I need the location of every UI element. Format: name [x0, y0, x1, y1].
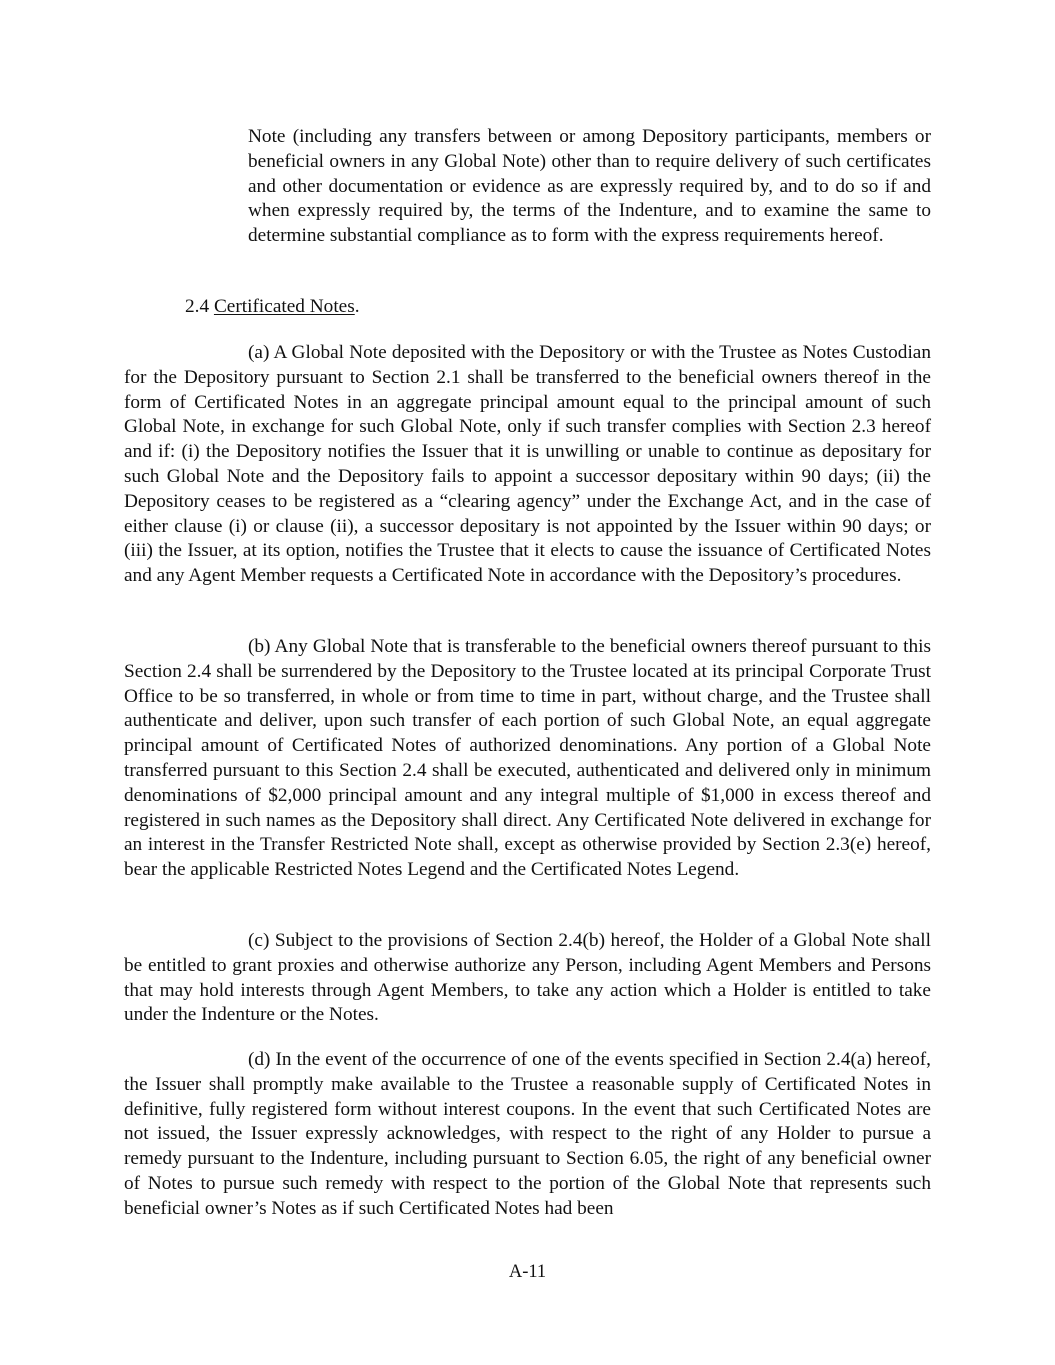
section-title: Certificated Notes — [213, 296, 355, 317]
paragraph-c: (c) Subject to the provisions of Section 2.4(b) hereof, the Holder of a Global Note shall be entitled to grant proxies and otherwise authorize any Person, including Agent Members and Persons that may hold interests through Agent Members, to take any action which a Holder is entitled to take under the Indenture or the Notes. — [124, 930, 931, 1026]
continuation-paragraph: Note (including any transfers between or among Depository participants, members or beneficial owners in any Global Note) other than to require delivery of such certificates and other documentation or evidence as are expressly required by, and to do so if and when expressly required by, the terms of the Indenture, and to examine the same to determine substantial compliance as to form with the express requirements hereof. — [248, 126, 931, 247]
page-number: A-11 — [508, 1262, 547, 1282]
paragraph-d: (d) In the event of the occurrence of one of the events specified in Section 2.4(a) hereof, the Issuer shall promptly make available to the Trustee a reasonable supply of Certificated Notes in definitive, fully registered form without interest coupons. In the event that such Certificated Notes are not issued, the Issuer expressly acknowledges, with respect to the right of any Holder to pursue a remedy pursuant to the Indenture, including pursuant to Section 6.05, the right of any beneficial owner of Notes to pursue such remedy with respect to the portion of the Global Note that represents such beneficial owner’s Notes as if such Certificated Notes had been — [124, 1049, 931, 1219]
section-title-punctuation: . — [354, 296, 360, 317]
paragraph-b: (b) Any Global Note that is transferable to the beneficial owners thereof pursuant to this Section 2.4 shall be surrendered by the Depository to the Trustee located at its principal Corporate Trust Office to be so transferred, in whole or from time to time in part, without charge, and the Trustee shall authenticate and deliver, upon such transfer of each portion of such Global Note, an equal aggregate principal amount of Certificated Notes of authorized denominations. Any portion of a Global Note transferred pursuant to this Section 2.4 shall be executed, authenticated and delivered only in minimum denominations of $2,000 principal amount and any integral multiple of $1,000 in excess thereof and registered in such names as the Depository shall direct. Any Certificated Note delivered in exchange for an interest in the Transfer Restricted Note shall, except as otherwise provided by Section 2.3(e) hereof, bear the applicable Restricted Notes Legend and the Certificated Notes Legend. — [124, 636, 931, 881]
section-number: 2.4 — [185, 296, 210, 317]
paragraph-a: (a) A Global Note deposited with the Depository or with the Trustee as Notes Custodian for the Depository pursuant to Section 2.1 shall be transferred to the beneficial owners thereof in the form of Certificated Notes in an aggregate principal amount equal to the principal amount of such Global Note, in exchange for such Global Note, only if such transfer complies with Section 2.3 hereof and if: (i) the Depository notifies the Issuer that it is unwilling or unable to continue as depositary for such Global Note and the Depository fails to appoint a successor depositary within 90 days; (ii) the Depository ceases to be registered as a “clearing agency” under the Exchange Act, and in the case of either clause (i) or clause (ii), a successor depositary is not appointed by the Issuer within 90 days; or (iii) the Issuer, at its option, notifies the Trustee that it elects to cause the issuance of Certificated Notes and any Agent Member requests a Certificated Note in accordance with the Depository’s procedures. — [124, 342, 931, 587]
section-heading — [185, 295, 360, 320]
